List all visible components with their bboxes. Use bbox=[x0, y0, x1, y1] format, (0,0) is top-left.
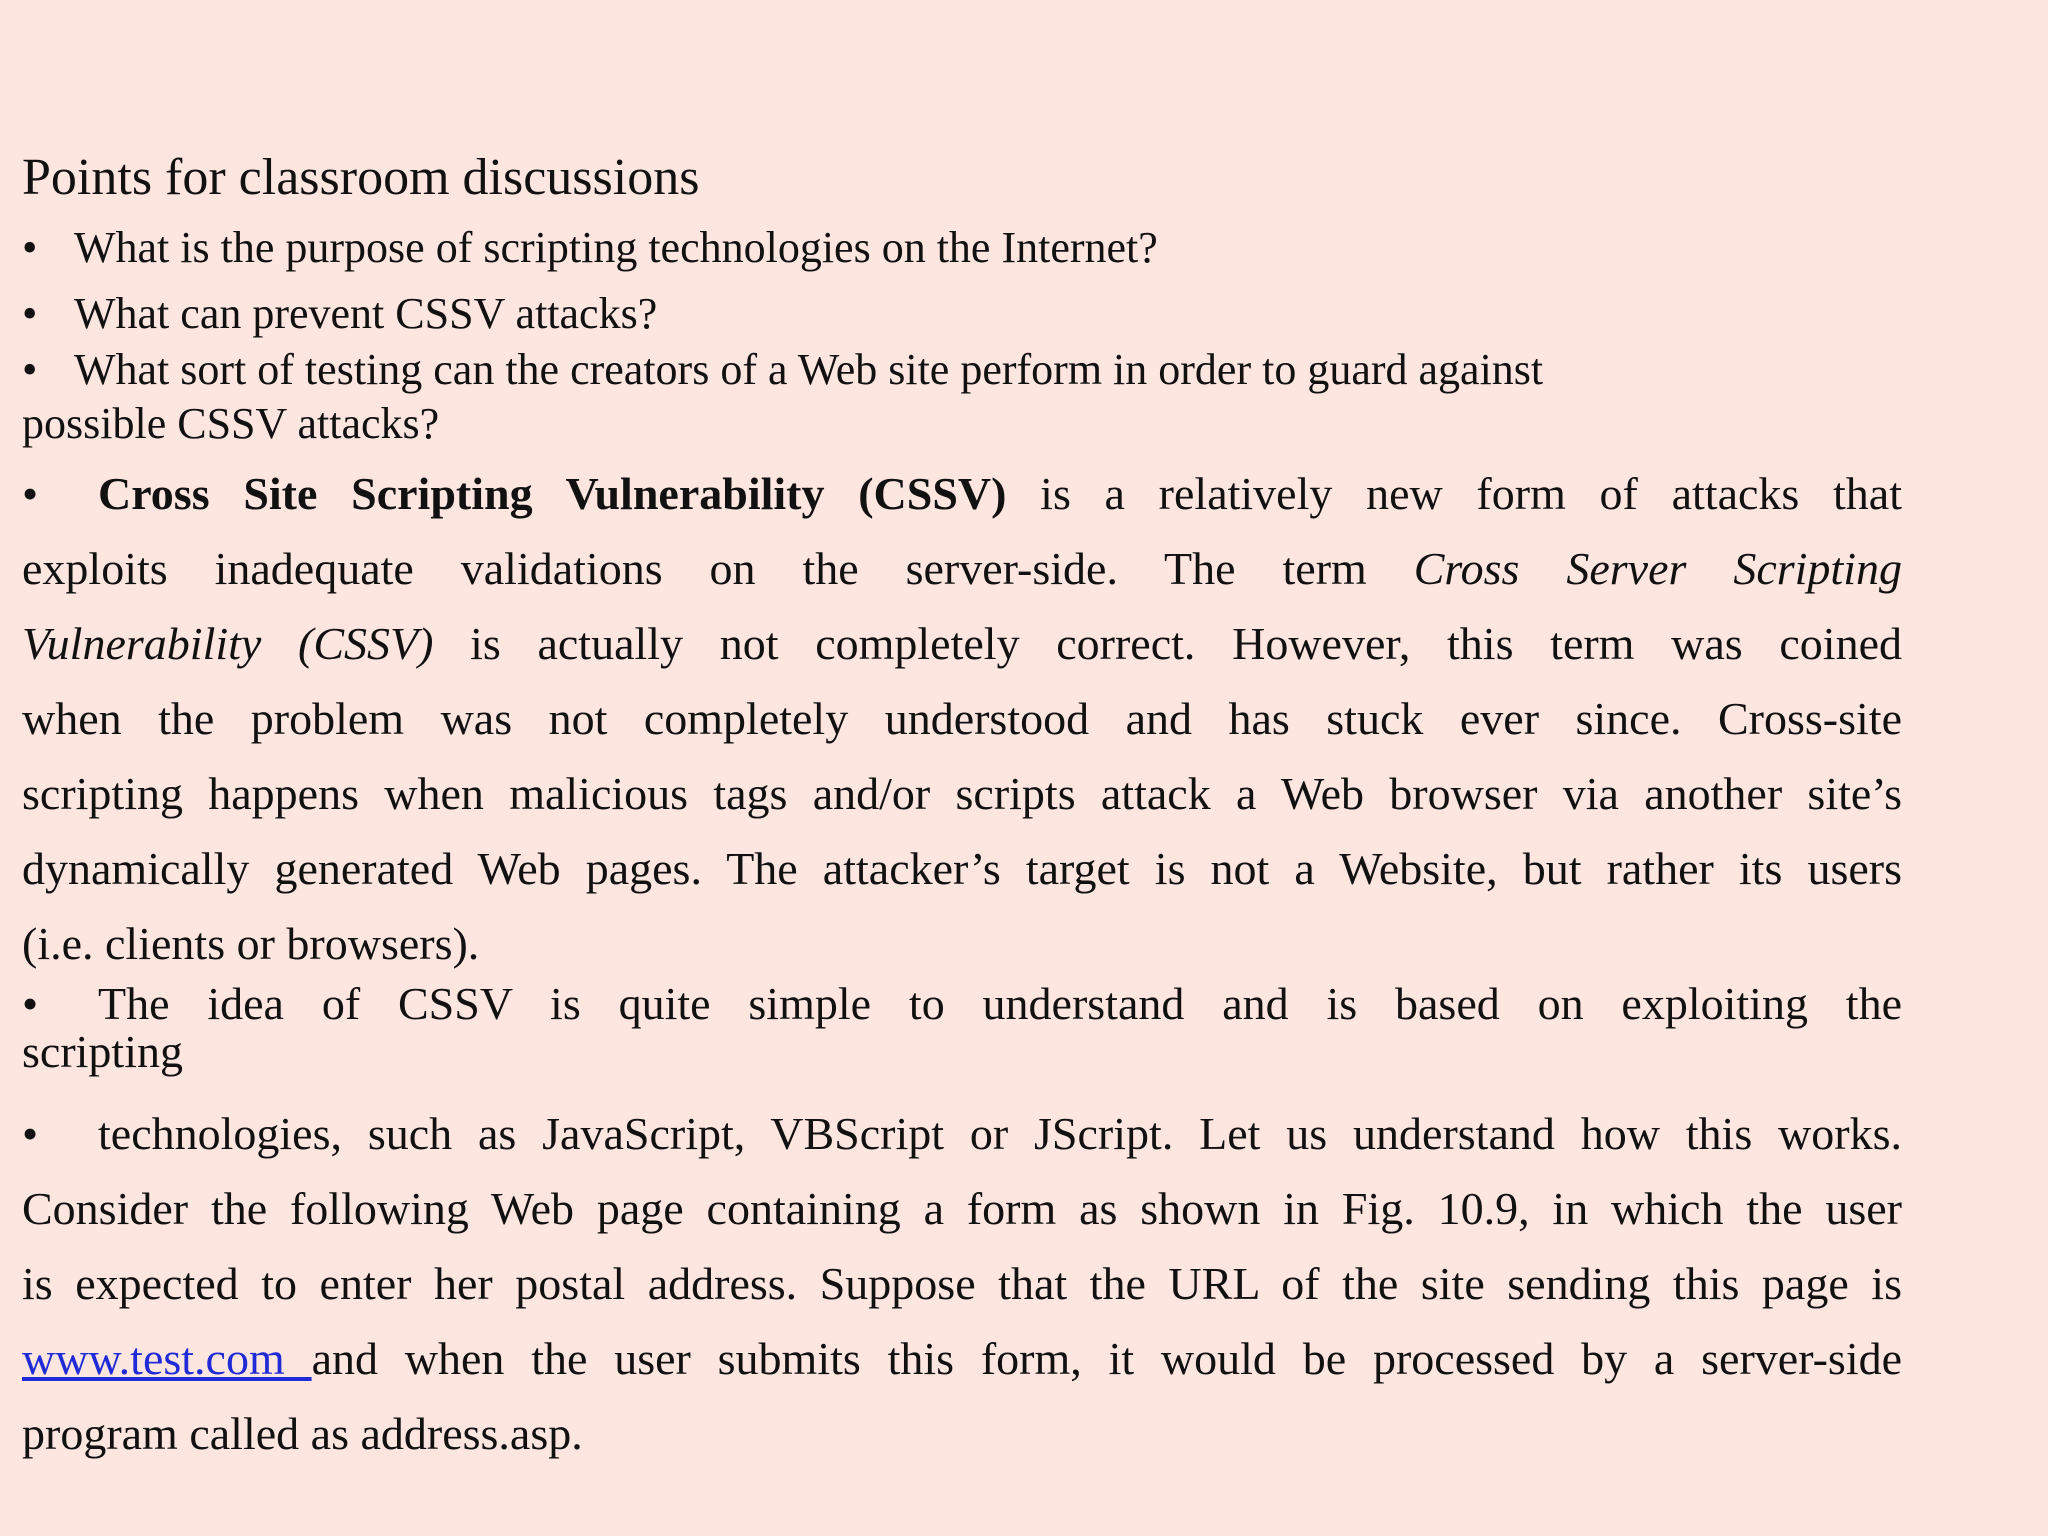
bullet-icon: • bbox=[22, 468, 39, 519]
paragraph-line: Vulnerability (CSSV) is actually not completely correct. However, this term was coined bbox=[22, 618, 1902, 669]
test-site-link[interactable]: www.test.com bbox=[22, 1333, 312, 1384]
question-item-1 bbox=[22, 222, 1158, 273]
italic-term: Vulnerability (CSSV) bbox=[22, 618, 434, 669]
paragraph-line: when the problem was not completely understood and has stuck ever since. Cross-site bbox=[22, 693, 1902, 744]
slide-heading: Points for classroom discussions bbox=[22, 149, 700, 206]
paragraph-cssv-idea bbox=[22, 980, 1902, 1076]
paragraph-cssv-definition bbox=[22, 456, 1902, 981]
paragraph-line: scripting bbox=[22, 1026, 183, 1077]
paragraph-line: scripting happens when malicious tags and/or scripts attack a Web browser via another site’s bbox=[22, 768, 1902, 819]
paragraph-line: Consider the following Web page containing a form as shown in Fig. 10.9, in which the user bbox=[22, 1183, 1902, 1234]
question-text: What can prevent CSSV attacks? bbox=[74, 289, 658, 338]
question-item-3 bbox=[22, 344, 1543, 395]
bullet-icon: • bbox=[22, 223, 38, 272]
paragraph-line: program called as address.asp. bbox=[22, 1408, 583, 1459]
paragraph-cssv-technologies bbox=[22, 1096, 1902, 1471]
bullet-icon: • bbox=[22, 345, 38, 394]
bullet-icon: • bbox=[22, 978, 39, 1029]
bold-term: Cross Site Scripting Vulnerability (CSSV) bbox=[98, 468, 1007, 519]
question-item-2 bbox=[22, 288, 657, 339]
bullet-icon: • bbox=[22, 1108, 39, 1159]
paragraph-line: is expected to enter her postal address. Suppose that the URL of the site sending this page is bbox=[22, 1258, 1902, 1309]
paragraph-line: exploits inadequate validations on the server-side. The term Cross Server Scripting bbox=[22, 543, 1902, 594]
paragraph-line: • technologies, such as JavaScript, VBScript or JScript. Let us understand how this works. bbox=[22, 1096, 1902, 1171]
question-text: What sort of testing can the creators of a Web site perform in order to guard against bbox=[74, 345, 1544, 394]
paragraph-line: dynamically generated Web pages. The attacker’s target is not a Website, but rather its users bbox=[22, 843, 1902, 894]
italic-term: Cross Server Scripting bbox=[1413, 543, 1902, 594]
question-text: What is the purpose of scripting technologies on the Internet? bbox=[74, 223, 1158, 272]
question-item-3-continuation: possible CSSV attacks? bbox=[22, 399, 440, 448]
paragraph-line: www.test.com and when the user submits this form, it would be processed by a server-side bbox=[22, 1333, 1903, 1384]
bullet-icon: • bbox=[22, 289, 38, 338]
paragraph-line: (i.e. clients or browsers). bbox=[22, 918, 480, 969]
paragraph-line: • Cross Site Scripting Vulnerability (CSSV) is a relatively new form of attacks that bbox=[22, 456, 1902, 531]
paragraph-line: • The idea of CSSV is quite simple to understand and is based on exploiting the bbox=[22, 978, 1902, 1029]
